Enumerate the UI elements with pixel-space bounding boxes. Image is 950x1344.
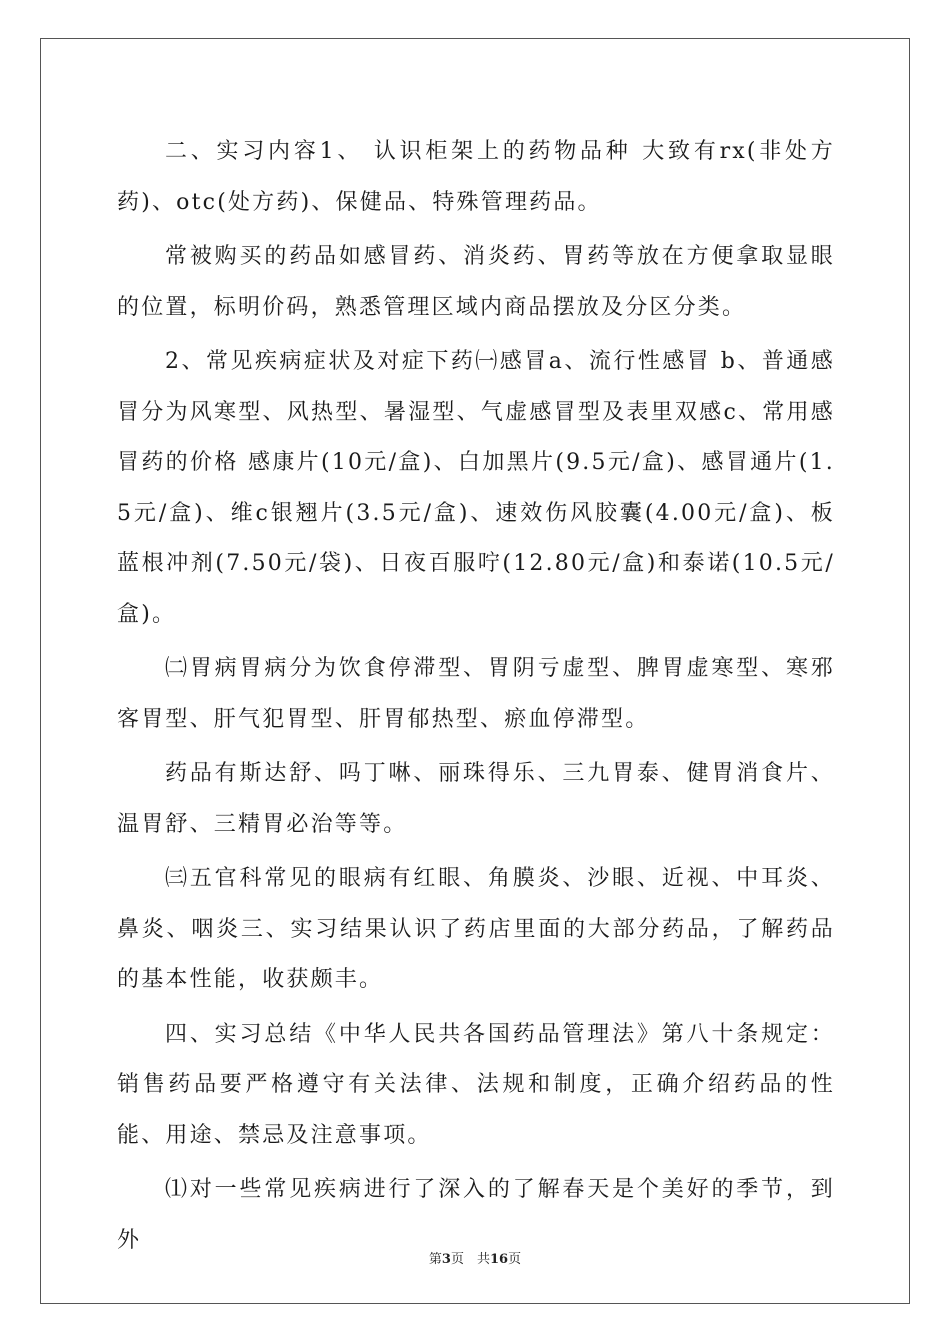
footer-prefix: 第 bbox=[428, 1252, 442, 1267]
paragraph-7: 四、实习总结《中华人民共各国药品管理法》第八十条规定：销售药品要严格遵守有关法律、法规和制度，正确介绍药品的性能、用途、禁忌及注意事项。 bbox=[117, 1021, 835, 1148]
paragraph-5: 药品有斯达舒、吗丁啉、丽珠得乐、三九胃泰、健胃消食片、温胃舒、三精胃必治等等。 bbox=[117, 761, 835, 837]
paragraph-1: 二、实习内容1、 认识柜架上的药物品种 大致有rx(非处方药)、otc(处方药)、保健品、特殊管理药品。 bbox=[117, 139, 835, 215]
paragraph-8: ⑴对一些常见疾病进行了深入的了解春天是个美好的季节，到外 bbox=[117, 1177, 835, 1253]
paragraph-4: ㈡胃病胃病分为饮食停滞型、胃阴亏虚型、脾胃虚寒型、寒邪客胃型、肝气犯胃型、肝胃郁热型、瘀血停滞型。 bbox=[117, 656, 835, 732]
paragraph-3: 2、常见疾病症状及对症下药㈠感冒a、流行性感冒 b、普通感冒分为风寒型、风热型、暑湿型、气虚感冒型及表里双感c、常用感冒药的价格 感康片(10元/盒)、白加黑片(9.5元/盒)、感冒通片(1.5元/盒)、维c银翘片(3.5元/盒)、速效伤风胶囊(4.00元/盒)、板蓝根冲剂(7.50元/袋)、日夜百服咛(12.80元/盒)和泰诺(10.5元/盒)。 bbox=[117, 349, 835, 627]
footer-suffix: 页 bbox=[508, 1252, 522, 1267]
footer-middle: 页 共 bbox=[450, 1252, 490, 1267]
paragraph-6: ㈢五官科常见的眼病有红眼、角膜炎、沙眼、近视、中耳炎、鼻炎、咽炎三、实习结果认识了药店里面的大部分药品，了解药品的基本性能，收获颇丰。 bbox=[117, 866, 835, 992]
footer-total-pages: 16 bbox=[489, 1252, 509, 1267]
footer-current-page: 3 bbox=[441, 1252, 451, 1267]
page-footer bbox=[0, 1248, 950, 1267]
paragraph-2: 常被购买的药品如感冒药、消炎药、胃药等放在方便拿取显眼的位置，标明价码，熟悉管理区域内商品摆放及分区分类。 bbox=[117, 244, 835, 320]
document-body bbox=[117, 127, 835, 1270]
